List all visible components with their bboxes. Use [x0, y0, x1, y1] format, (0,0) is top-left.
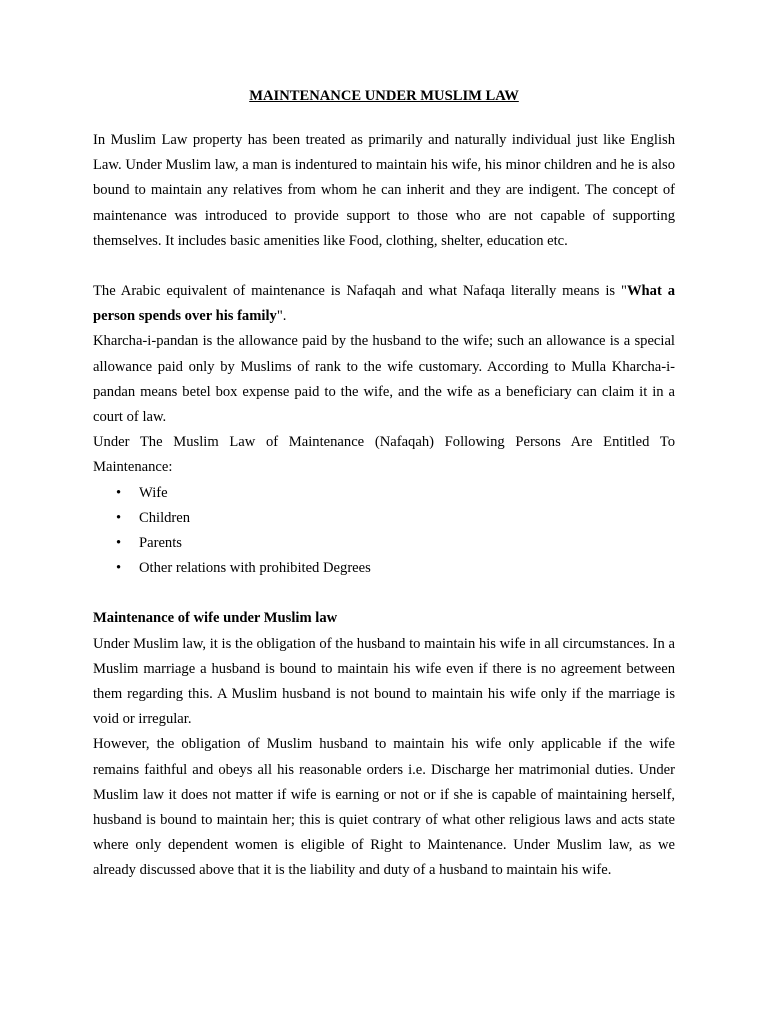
list-item-label: Other relations with prohibited Degrees	[139, 560, 371, 577]
arabic-para-end: ".	[276, 308, 287, 325]
list-item	[116, 506, 675, 531]
bullet-icon: •	[116, 535, 122, 552]
arabic-para-bold: What a person spends over his family	[93, 283, 676, 325]
entitled-persons-list	[93, 481, 675, 582]
kharcha-paragraph: Kharcha-i-pandan is the allowance paid by the husband to the wife; such an allowance is a special allowance paid only by Muslims of rank to the wife customary. According to Mulla Kharcha-i-pandan means betel box expense paid to the wife, and the wife as a beneficiary can claim it in a court of law.	[93, 333, 675, 426]
arabic-equivalent-paragraph	[93, 279, 675, 329]
list-item-label: Children	[139, 509, 191, 526]
paragraph-gap	[93, 581, 675, 606]
list-item	[116, 481, 675, 506]
wife-maintenance-heading: Maintenance of wife under Muslim law	[93, 610, 338, 627]
wife-paragraph-2: However, the obligation of Muslim husband to maintain his wife only applicable if the wife remains faithful and obeys all his reasonable orders i.e. Discharge her matrimonial duties. Under Muslim law it does not matter if wife is earning or not or if she is capable of maintaining herself, husband is bound to maintain her; this is quiet contrary of what other religious laws and acts state where only dependent women is eligible of Right to Maintenance. Under Muslim law, as we already discussed above that it is the liability and duty of a husband to maintain his wife.	[93, 736, 675, 879]
bullet-icon: •	[116, 509, 122, 526]
bullet-icon: •	[116, 484, 122, 501]
list-item-label: Parents	[139, 535, 182, 552]
document-title: MAINTENANCE UNDER MUSLIM LAW	[249, 88, 519, 104]
paragraph-gap	[93, 254, 675, 279]
list-item	[116, 556, 675, 581]
list-item	[116, 531, 675, 556]
wife-paragraph-1: Under Muslim law, it is the obligation of the husband to maintain his wife in all circumstances. In a Muslim marriage a husband is bound to maintain his wife even if there is no agreement between them regarding this. A Muslim husband is not bound to maintain his wife only if the marriage is void or irregular.	[93, 635, 675, 728]
list-item-label: Wife	[139, 484, 168, 501]
bullet-icon: •	[116, 560, 122, 577]
intro-paragraph: In Muslim Law property has been treated as primarily and naturally individual just like English Law. Under Muslim law, a man is indentured to maintain his wife, his minor children and he is also bound to maintain any relatives from whom he can inherit and they are indigent. The concept of maintenance was introduced to provide support to those who are not capable of supporting themselves. It includes basic amenities like Food, clothing, shelter, education etc.	[93, 132, 675, 249]
arabic-para-start: The Arabic equivalent of maintenance is Nafaqah and what Nafaqa literally means is "	[93, 283, 627, 300]
entitled-intro: Under The Muslim Law of Maintenance (Nafaqah) Following Persons Are Entitled To Maintenance:	[93, 434, 675, 476]
